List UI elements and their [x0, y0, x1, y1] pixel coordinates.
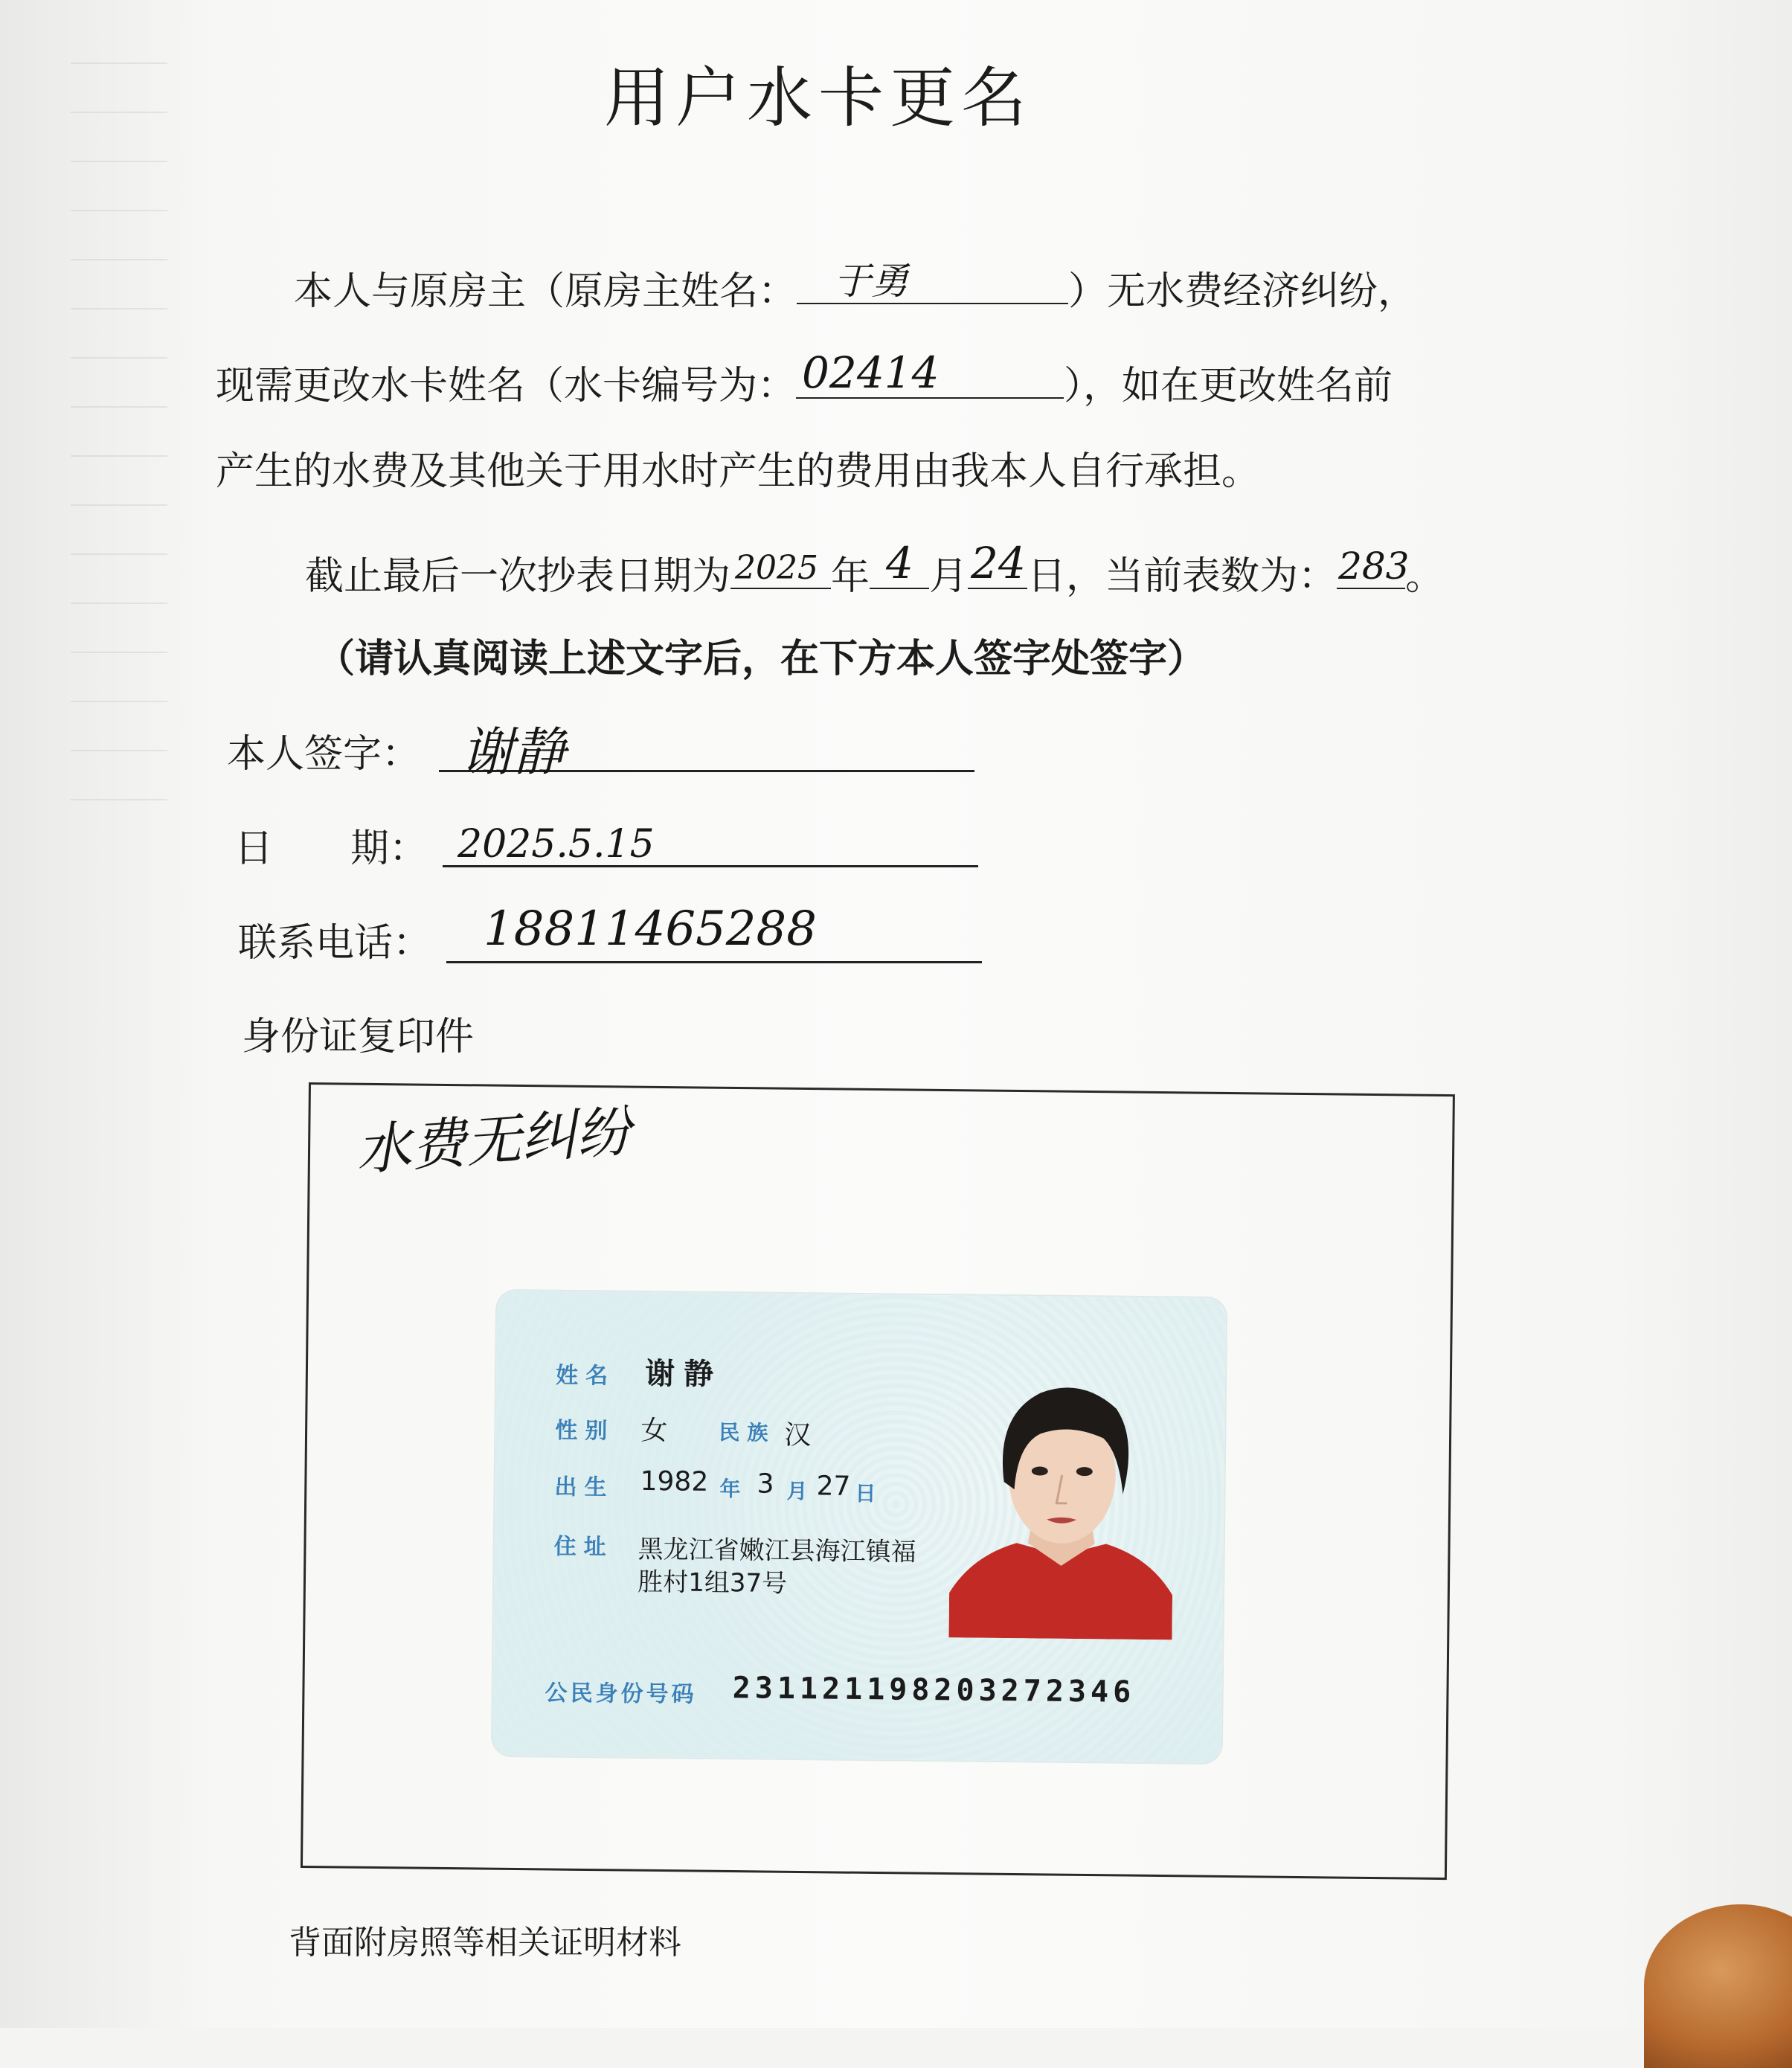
owner-prefix-text: 本人与原房主（原房主姓名：: [294, 269, 797, 314]
owner-suffix-text: ）无水费经济纠纷，: [1068, 269, 1417, 314]
reading-handwriting: 283: [1338, 545, 1410, 588]
instruction-text: （请认真阅读上述文字后，在下方本人签字处签字）: [316, 637, 1207, 681]
day-blank: [968, 538, 1027, 589]
month-handwriting: 4: [886, 538, 913, 588]
reading-label: 日，当前表数为：: [1027, 554, 1337, 599]
id-sex-label: 性别: [555, 1417, 615, 1445]
meter-prefix-text: 截止最后一次抄表日期为: [305, 554, 731, 599]
id-birth-day: 27: [816, 1471, 851, 1502]
paragraph-meter-reading: [305, 538, 1445, 599]
id-birth-year: 1982: [640, 1465, 709, 1497]
id-sex-value: 女: [640, 1415, 668, 1447]
signature-handwriting: 谢静: [461, 722, 565, 783]
id-address-label: 住址: [553, 1533, 614, 1561]
card-number-blank: [796, 347, 1064, 399]
phone-handwriting: 18811465288: [484, 902, 817, 957]
owner-name-blank: [797, 260, 1068, 304]
reading-blank: [1337, 545, 1410, 589]
signature-label: 本人签字：: [227, 732, 421, 777]
year-label: 年: [831, 554, 870, 599]
id-birth-month: 3: [757, 1468, 774, 1500]
id-birth-label: 出生: [554, 1474, 614, 1501]
id-birth-day-label: 日: [855, 1480, 884, 1506]
paragraph-owner: [294, 260, 1417, 314]
paragraph-card-number: [216, 347, 1393, 408]
id-copy-label: 身份证复印件: [242, 1015, 475, 1059]
id-ethnicity-label: 民族: [719, 1420, 776, 1445]
footer-note: 背面附房照等相关证明材料: [289, 1924, 681, 1962]
box-note-handwriting: 水费无纠纷: [353, 1099, 633, 1183]
phone-label: 联系电话：: [238, 921, 432, 966]
date-label: 日 期：: [234, 826, 428, 871]
card-prefix-text: 现需更改水卡姓名（水卡编号为：: [216, 364, 797, 408]
paragraph-liability: 产生的水费及其他关于用水时产生的费用由我本人自行承担。: [216, 449, 1261, 494]
id-birth-month-label: 月: [786, 1478, 815, 1504]
id-name-value: 谢静: [644, 1356, 723, 1393]
id-number-value: 231121198203272346: [732, 1671, 1136, 1709]
id-birth-year-label: 年: [719, 1477, 748, 1502]
card-number-handwriting: 02414: [802, 347, 940, 398]
year-handwriting: 2025: [735, 549, 818, 587]
id-name-label: 姓名: [555, 1362, 616, 1390]
month-blank: [870, 538, 929, 589]
previous-owner-handwriting: 于勇: [834, 260, 909, 303]
id-number-label: 公民身份号码: [545, 1680, 697, 1708]
date-handwriting: 2025.5.15: [457, 822, 655, 867]
sentence-end: 。: [1405, 554, 1445, 599]
id-address-line2: 胜村1组37号: [637, 1567, 788, 1599]
thumb-in-frame: [1644, 1904, 1792, 2068]
id-portrait-photo: [948, 1369, 1175, 1640]
day-handwriting: 24: [971, 538, 1026, 588]
card-suffix-text: ），如在更改姓名前: [1064, 364, 1393, 408]
id-address-line1: 黑龙江省嫩江县海江镇福: [638, 1534, 916, 1567]
month-label: 月: [929, 554, 969, 599]
phone-line: [446, 961, 982, 963]
year-blank: [730, 549, 831, 589]
id-card-image: [492, 1291, 1226, 1763]
id-ethnicity-value: 汉: [784, 1419, 812, 1451]
document-title: 用户水卡更名: [603, 60, 1033, 136]
